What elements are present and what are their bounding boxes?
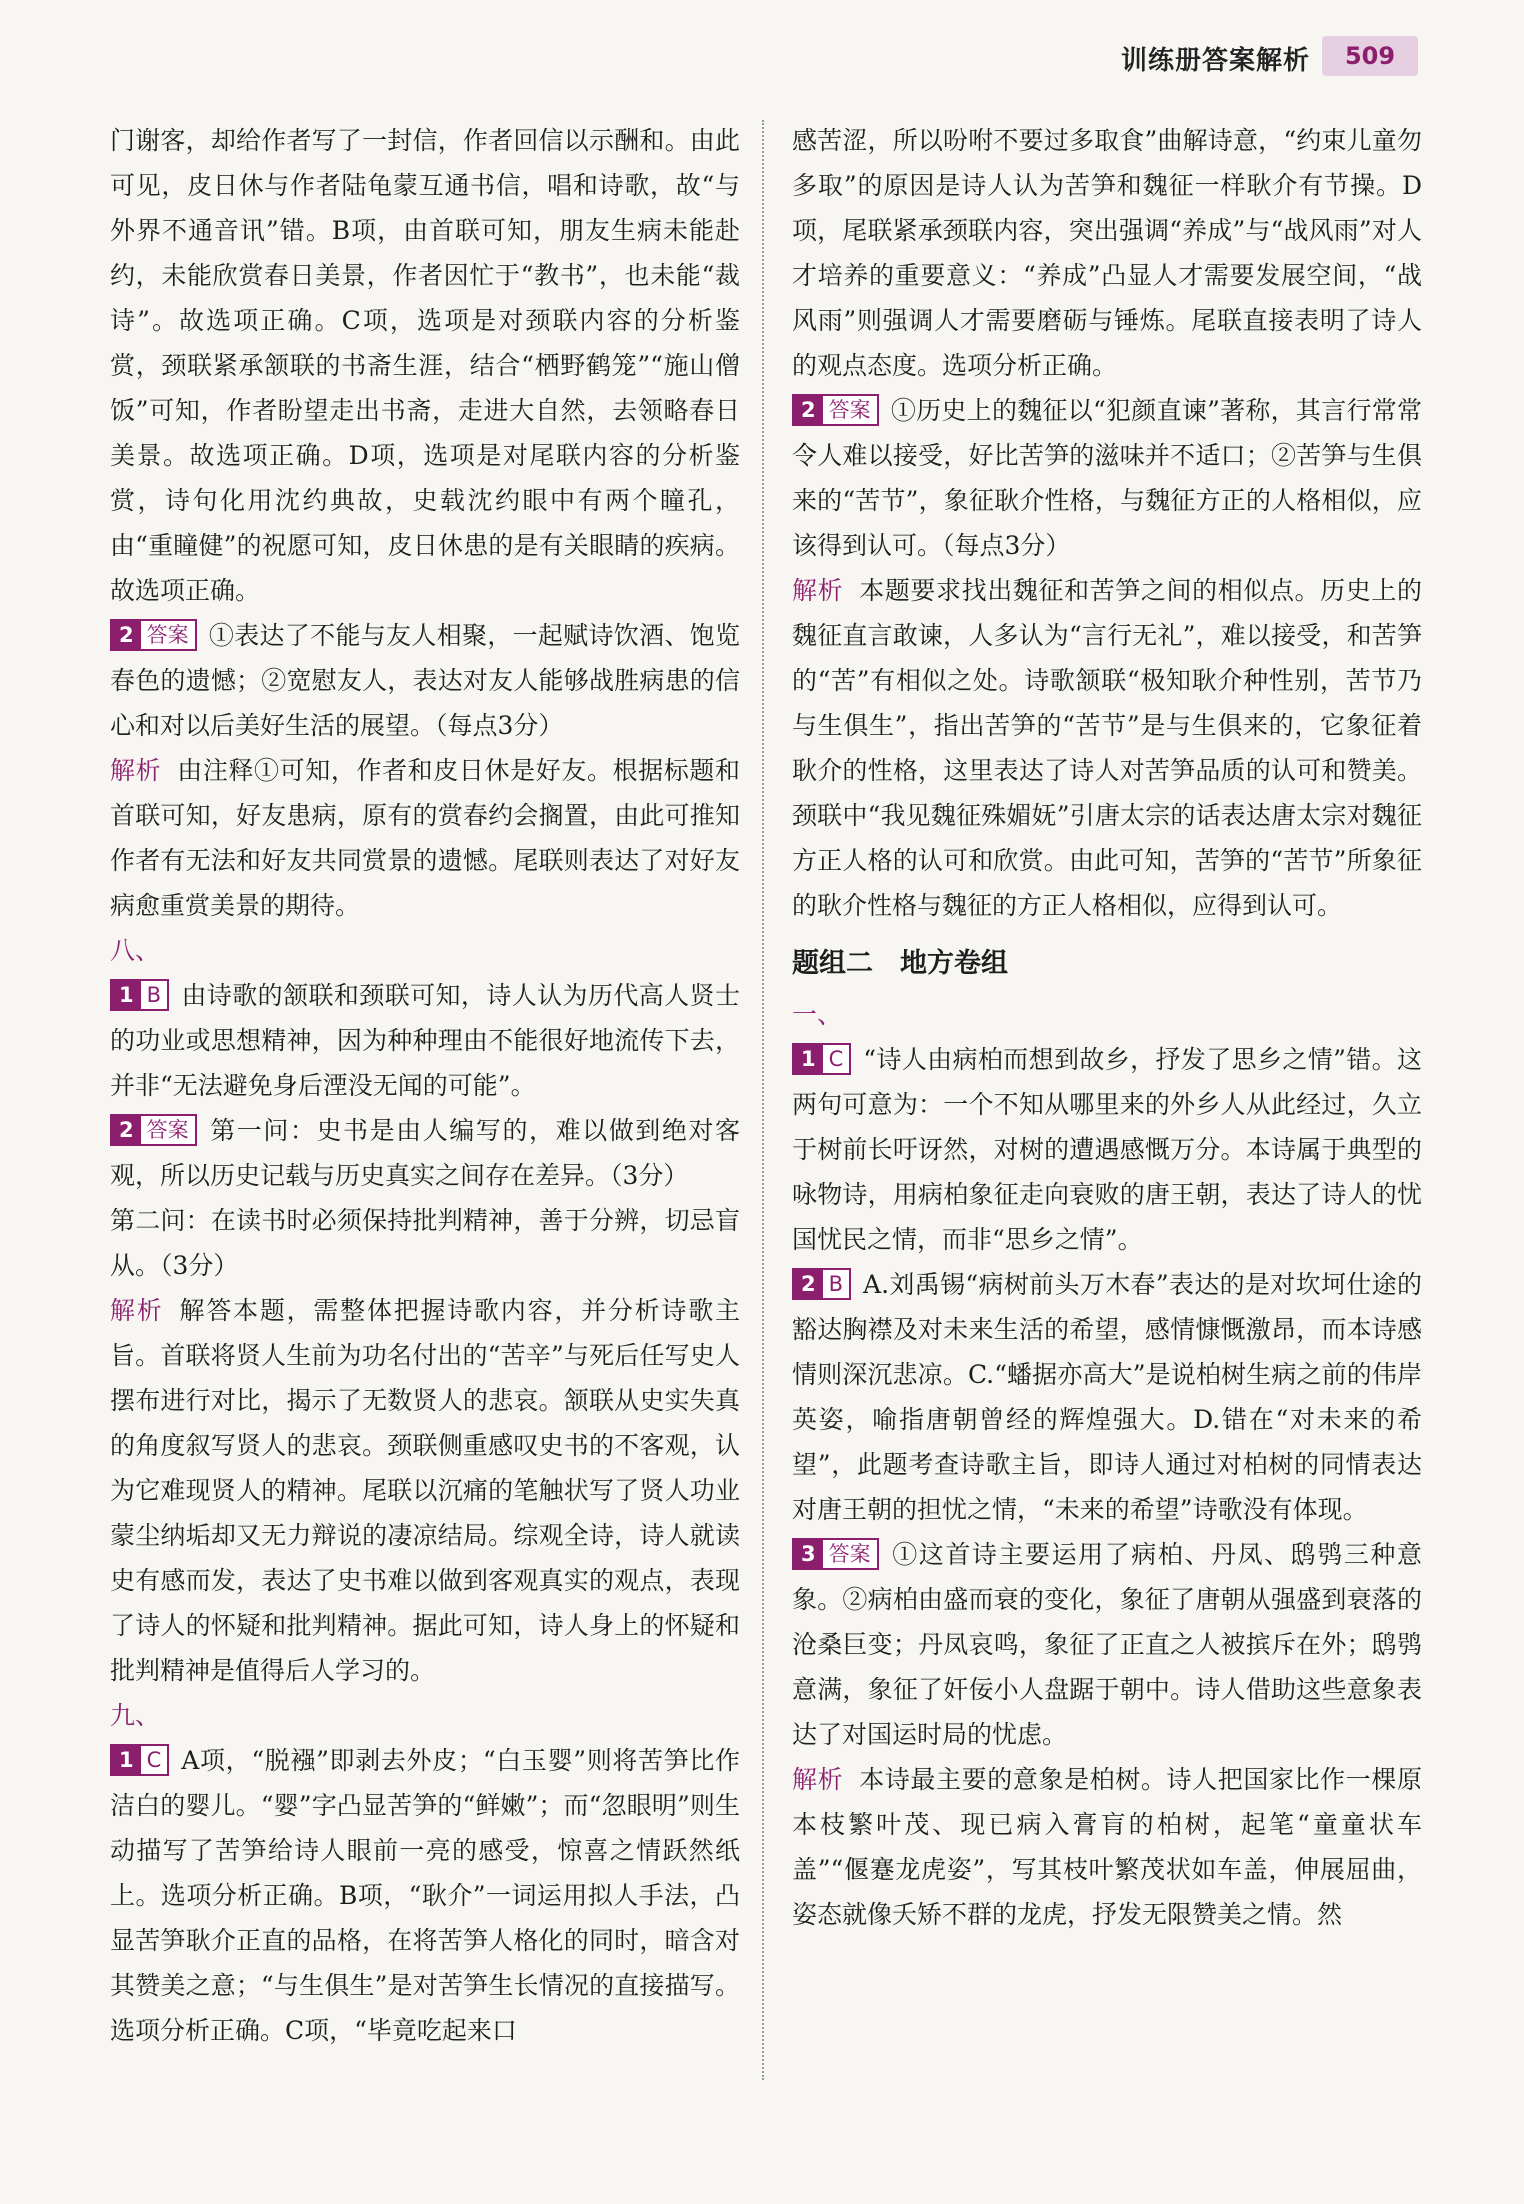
answer-text: 由诗歌的颔联和颈联可知，诗人认为历代高人贤士的功业或思想精神，因为种种理由不能很好地流传下去，并非“无法避免身后湮没无闻的可能”。 xyxy=(110,981,740,1100)
section-heading: 八、 xyxy=(110,936,161,965)
page-number: 509 xyxy=(1322,36,1418,76)
answer-text: ①历史上的魏征以“犯颜直谏”著称，其言行常常令人难以接受，好比苦笋的滋味并不适口；②苦笋与生俱来的“苦节”，象征耿介性格，与魏征方正的人格相似，应该得到认可。（每点3分） xyxy=(792,396,1422,560)
answer-text: 第一问：史书是由人编写的，难以做到绝对客观，所以历史记载与历史真实之间存在差异。（3分） xyxy=(110,1116,740,1190)
answer-badge xyxy=(792,1268,851,1300)
badge-number: 2 xyxy=(794,396,823,424)
badge-number: 3 xyxy=(794,1540,823,1568)
paragraph: 第二问：在读书时必须保持批判精神，善于分辨，切忌盲从。（3分） xyxy=(110,1206,740,1280)
badge-number: 2 xyxy=(112,1116,141,1144)
answer-block xyxy=(110,1108,740,1198)
analysis-label: 解析 xyxy=(110,756,162,785)
answer-text: “诗人由病柏而想到故乡，抒发了思乡之情”错。这两句可意为：一个不知从哪里来的外乡人从此经过，久立于树前长吁讶然，对树的遭遇感慨万分。本诗属于典型的咏物诗，用病柏象征走向衰败的唐王朝，表达了诗人的忧国忧民之情，而非“思乡之情”。 xyxy=(792,1045,1422,1254)
badge-tag: 答案 xyxy=(823,1540,877,1568)
section-heading: 一、 xyxy=(792,1000,843,1029)
analysis-text: 解答本题，需整体把握诗歌内容，并分析诗歌主旨。首联将贤人生前为功名付出的“苦辛”与死后任写史人摆布进行对比，揭示了无数贤人的悲哀。颔联从史实失真的角度叙写贤人的悲哀。颈联侧重感叹史书的不客观，认为它难现贤人的精神。尾联以沉痛的笔触状写了贤人功业蒙尘纳垢却又无力辩说的凄凉结局。综观全诗，诗人就读史有感而发，表达了史书难以做到客观真实的观点，表现了诗人的怀疑和批判精神。据此可知，诗人身上的怀疑和批判精神是值得后人学习的。 xyxy=(110,1296,740,1685)
answer-text: ①这首诗主要运用了病柏、丹凤、鸱鸮三种意象。②病柏由盛而衰的变化，象征了唐朝从强盛到衰落的沧桑巨变；丹凤哀鸣，象征了正直之人被摈斥在外；鸱鸮意满，象征了奸佞小人盘踞于朝中。诗人借助这些意象表达了对国运时局的忧虑。 xyxy=(792,1540,1422,1749)
paragraph: 门谢客，却给作者写了一封信，作者回信以示酬和。由此可见，皮日休与作者陆龟蒙互通书信，唱和诗歌，故“与外界不通音讯”错。B项，由首联可知，朋友生病未能赴约，未能欣赏春日美景，作者因忙于“教书”，也未能“裁诗”。故选项正确。C项，选项是对颈联内容的分析鉴赏，颈联紧承颔联的书斋生涯，结合“栖野鹤笼”“施山僧饭”可知，作者盼望走出书斋，走进大自然，去领略春日美景。故选项正确。D项，选项是对尾联内容的分析鉴赏，诗句化用沈约典故，史载沈约眼中有两个瞳孔，由“重瞳健”的祝愿可知，皮日休患的是有关眼睛的疾病。故选项正确。 xyxy=(110,126,740,605)
analysis-block xyxy=(110,1288,740,1693)
analysis-block xyxy=(792,568,1422,928)
badge-tag: 答案 xyxy=(823,396,877,424)
answer-block xyxy=(792,1532,1422,1757)
badge-tag: 答案 xyxy=(141,1116,195,1144)
answer-badge xyxy=(792,1538,879,1570)
answer-badge xyxy=(792,1043,851,1075)
analysis-label: 解析 xyxy=(792,576,844,605)
analysis-text: 本题要求找出魏征和苦笋之间的相似点。历史上的魏征直言敢谏，人多认为“言行无礼”，难以接受，和苦笋的“苦”有相似之处。诗歌颔联“极知耿介种性别，苦节乃与生俱生”，指出苦笋的“苦节”是与生俱来的，它象征着耿介的性格，这里表达了诗人对苦笋品质的认可和赞美。颈联中“我见魏征殊媚妩”引唐太宗的话表达唐太宗对魏征方正人格的认可和欣赏。由此可知，苦笋的“苦节”所象征的耿介性格与魏征的方正人格相似，应得到认可。 xyxy=(792,576,1422,920)
answer-badge xyxy=(110,979,169,1011)
group-title: 题组二 地方卷组 xyxy=(792,948,1008,979)
paragraph: 感苦涩，所以吩咐不要过多取食”曲解诗意，“约束儿童勿多取”的原因是诗人认为苦笋和魏征一样耿介有节操。D项，尾联紧承颈联内容，突出强调“养成”与“战风雨”对人才培养的重要意义：“养成”凸显人才需要发展空间，“战风雨”则强调人才需要磨砺与锤炼。尾联直接表明了诗人的观点态度。选项分析正确。 xyxy=(792,126,1422,380)
badge-number: 2 xyxy=(112,621,141,649)
badge-tag: C xyxy=(823,1045,850,1073)
analysis-label: 解析 xyxy=(110,1296,164,1325)
answer-block xyxy=(792,1262,1422,1532)
page-header xyxy=(1000,36,1440,84)
analysis-text: 本诗最主要的意象是柏树。诗人把国家比作一棵原本枝繁叶茂、现已病入膏肓的柏树，起笔“童童状车盖”“偃蹇龙虎姿”，写其枝叶繁茂状如车盖，伸展屈曲，姿态就像夭矫不群的龙虎，抒发无限赞美之情。然 xyxy=(792,1765,1422,1929)
answer-badge xyxy=(110,1114,197,1146)
answer-badge xyxy=(110,619,197,651)
badge-number: 1 xyxy=(112,1746,141,1774)
section-heading: 九、 xyxy=(110,1701,161,1730)
right-column xyxy=(792,118,1422,1937)
answer-text: A.刘禹锡“病树前头万木春”表达的是对坎坷仕途的豁达胸襟及对未来生活的希望，感情慷慨激昂，而本诗感情则深沉悲凉。C.“蟠据亦高大”是说柏树生病之前的伟岸英姿，喻指唐朝曾经的辉煌强大。D.错在“对未来的希望”，此题考查诗歌主旨，即诗人通过对柏树的同情表达对唐王朝的担忧之情，“未来的希望”诗歌没有体现。 xyxy=(792,1270,1422,1524)
analysis-label: 解析 xyxy=(792,1765,844,1794)
answer-text: A项，“脱襁”即剥去外皮；“白玉婴”则将苦笋比作洁白的婴儿。“婴”字凸显苦笋的“鲜嫩”；而“忽眼明”则生动描写了苦笋给诗人眼前一亮的感受，惊喜之情跃然纸上。选项分析正确。B项，“耿介”一词运用拟人手法，凸显苦笋耿介正直的品格，在将苦笋人格化的同时，暗含对其赞美之意；“与生俱生”是对苦笋生长情况的直接描写。选项分析正确。C项，“毕竟吃起来口 xyxy=(110,1746,740,2045)
badge-number: 2 xyxy=(794,1270,823,1298)
badge-number: 1 xyxy=(112,981,141,1009)
answer-badge xyxy=(110,1744,169,1776)
answer-block xyxy=(110,1738,740,2053)
badge-tag: B xyxy=(823,1270,849,1298)
answer-block xyxy=(110,973,740,1108)
badge-tag: C xyxy=(141,1746,168,1774)
answer-block xyxy=(792,1037,1422,1262)
analysis-block xyxy=(792,1757,1422,1937)
badge-tag: B xyxy=(141,981,167,1009)
left-column xyxy=(110,118,740,2053)
analysis-text: 由注释①可知，作者和皮日休是好友。根据标题和首联可知，好友患病，原有的赏春约会搁置，由此可推知作者有无法和好友共同赏景的遗憾。尾联则表达了对好友病愈重赏美景的期待。 xyxy=(110,756,740,920)
answer-badge xyxy=(792,394,879,426)
answer-block xyxy=(792,388,1422,568)
answer-block xyxy=(110,613,740,748)
badge-number: 1 xyxy=(794,1045,823,1073)
answer-text: ①表达了不能与友人相聚，一起赋诗饮酒、饱览春色的遗憾；②宽慰友人，表达对友人能够战胜病患的信心和对以后美好生活的展望。（每点3分） xyxy=(110,621,740,740)
analysis-block xyxy=(110,748,740,928)
badge-tag: 答案 xyxy=(141,621,195,649)
column-divider xyxy=(762,120,764,2080)
header-title: 训练册答案解析 xyxy=(1120,46,1310,76)
